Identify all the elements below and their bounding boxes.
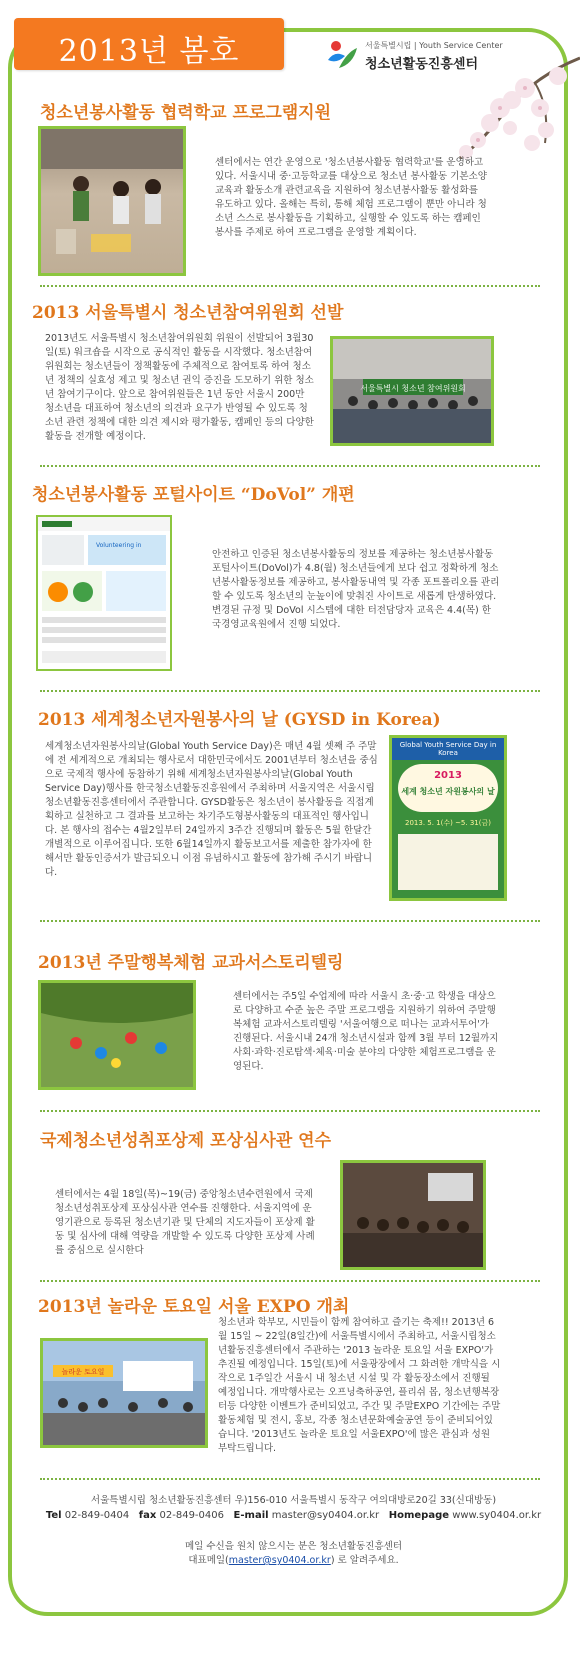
fax-value: 02-849-0406 bbox=[159, 1510, 224, 1521]
poster-gysd-year: 2013 bbox=[434, 770, 462, 781]
photo-school-program bbox=[38, 126, 186, 276]
section-title-weekend-experience: 2013년 주말행복체험 교과서스토리텔링 bbox=[38, 953, 344, 973]
section-body-weekend-experience: 센터에서는 주5일 수업제에 따라 서울시 초·중·고 학생을 대상으로 다양하고 수준 높은 주말 프로그램을 지원하기 위하여 주말행복체험 교과서스토리텔링 '서울여행으로 떠나는 교과서투어'가 진행된다. 서울시내 24개 청소년시설과 함께 3월 부터 12월까지 사회·과학·진로탐색·체육·미술 분야의 다양한 체험프로그램을 운영된다. bbox=[233, 991, 499, 1072]
section-body-expo: 청소년과 학부모, 시민들이 함께 참여하고 즐기는 축제!! 2013년 6월 15일 ~ 22일(8일간)에 서울특별시에서 주최하고, 서울시립청소년활동진흥센터에서 주관하는 '2013 놀라운 토요일 서울 EXPO'가 추진될 예정입니다. 15일(토)에 서울광장에서 그 화려한 개막식을 시작으로 1주일간 서울시 내 청소년 시설 및 각 활동장소에서 진행될 예정입니다. 개막행사로는 오프닝축하공연, 플리쉬 몹, 청소년행복장터등 다양한 이벤트가 준비되었고, 주간 및 주말EXPO 기간에는 주말활동체험 및 전시, 홍보, 각종 청소년문화예술공연 등이 준비되어있습니다. '2013년도 놀라운 토요일 서울EXPO'에 많은 관심과 성원 부탁드립니다. bbox=[218, 1317, 501, 1454]
poster-gysd bbox=[389, 735, 507, 901]
section-divider bbox=[40, 285, 540, 287]
dovol-site-label: Volunteering in bbox=[96, 542, 142, 549]
section-title-gysd: 2013 세계청소년자원봉사의 날 (GYSD in Korea) bbox=[38, 710, 441, 730]
section-divider bbox=[40, 1280, 540, 1282]
section-divider bbox=[40, 690, 540, 692]
photo-weekend-experience bbox=[38, 980, 196, 1090]
section-divider bbox=[40, 920, 540, 922]
footer-unsubscribe-line1: 메일 수신을 원치 않으시는 분은 청소년활동진흥센터 bbox=[185, 1541, 402, 1552]
org-name: 청소년활동진흥센터 bbox=[365, 57, 479, 72]
poster-gysd-dates: 2013. 5. 1(수) ~5. 31(금) bbox=[405, 819, 491, 827]
seoul-emblem-icon bbox=[325, 38, 359, 72]
org-subtitle: 서울특별시립 | Youth Service Center bbox=[365, 41, 503, 50]
section-body-youth-committee: 2013년도 서울특별시 청소년참여위원회 위원이 선발되어 3월30일(토) 워크숍을 시작으로 공식적인 활동을 시작했다. 청소년참여위원회는 청소년들이 정책활동에 주체적으로 참여토록 하여 청소년 정책의 실효성 제고 및 청소년 권익 증진을 도모하기 위한 청소년 참여기구이다. 앞으로 참여위원들은 1년 동안 서울시 200만 청소년을 대표하여 청소년의 의견과 요구가 반영될 수 있도록 청소년 관련 정책에 대한 의견 제시와 평가활동, 캠페인 등의 다양한 활동을 전개할 예정이다. bbox=[45, 333, 314, 442]
email-label: E-mail bbox=[233, 1510, 269, 1521]
unsub-pre: 대표메일( bbox=[188, 1555, 229, 1566]
section-title-dovol-portal: 청소년봉사활동 포털사이트 “DoVol” 개편 bbox=[32, 485, 355, 505]
photo-youth-committee bbox=[330, 336, 494, 446]
photo-expo bbox=[40, 1338, 208, 1448]
homepage-label: Homepage bbox=[388, 1510, 450, 1521]
footer-address: 서울특별시립 청소년활동진흥센터 우)156-010 서울특별시 동작구 여의대방로20길 33(신대방동) bbox=[90, 1495, 497, 1506]
poster-gysd-title: 세계 청소년 자원봉사의 날 bbox=[401, 787, 495, 796]
email-value[interactable]: master@sy0404.or.kr bbox=[271, 1510, 380, 1521]
homepage-link[interactable]: www.sy0404.or.kr bbox=[452, 1510, 542, 1521]
footer-contact bbox=[20, 1510, 567, 1521]
committee-banner-text: 서울특별시 청소년 참여위원회 bbox=[360, 384, 466, 393]
section-title-expo: 2013년 놀라운 토요일 서울 EXPO 개최 bbox=[38, 1297, 350, 1317]
fax-label: fax bbox=[138, 1510, 157, 1521]
section-divider bbox=[40, 1110, 540, 1112]
screenshot-dovol-site[interactable] bbox=[36, 515, 172, 671]
section-title-award-training: 국제청소년성취포상제 포상심사관 연수 bbox=[40, 1131, 332, 1151]
section-body-gysd: 세계청소년자원봉사의날(Global Youth Service Day)은 매년 4월 셋째 주 주말에 전 세계적으로 개최되는 행사로서 대한민국에서도 2001년부터 청소년을 중심으로 국제적 행사에 동참하기 위해 세계청소년자원봉사의날(Global Youth Service Day)행사를 한국청소년활동진흥원에서 주최하며 서울지역은 서울시립청소년활동진흥센터에서 주관합니다. GYSD활동은 청소년이 봉사활동을 직접계획하고 실천하고 그 결과를 보고하는 차기주도형봉사활동의 대표적인 행사입니다. 본 행사의 접수는 4월2일부터 24일까지 3주간 진행되며 활동은 5월 한달간 개별적으로 이루어집니다. 또한 6월14일까지 활동보고서를 제출한 참가자에 한해서만 활동인증서가 발급되오니 이점 유념하시고 활동에 참가해 주시기 바랍니다. bbox=[45, 741, 378, 878]
issue-badge bbox=[14, 18, 284, 70]
section-title-school-program: 청소년봉사활동 협력학교 프로그램지원 bbox=[40, 103, 332, 123]
expo-sign-text: 놀라운 토요일 bbox=[61, 1368, 105, 1376]
section-body-school-program: 센터에서는 연간 운영으로 '청소년봉사활동 협력학교'를 운영하고 있다. 서울시내 중·고등학교를 대상으로 청소년 봉사활동 기본소양교육과 활동소개 관련교육을 지원하여 청소년봉사활동 활성화를 유도하고 있다. 올해는 특히, 통해 체험 프로그램이 뿐만 아니라 청소년 스스로 봉사활동을 기획하고, 실행할 수 있도록 하는 캠페인 봉사를 주제로 하여 프로그램을 운영할 계획이다. bbox=[215, 157, 487, 238]
photo-award-training bbox=[340, 1160, 486, 1270]
section-title-youth-committee: 2013 서울특별시 청소년참여위원회 선발 bbox=[32, 303, 344, 323]
section-divider bbox=[40, 465, 540, 467]
section-body-dovol-portal: 안전하고 인증된 청소년봉사활동의 정보를 제공하는 청소년봉사활동 포털사이트(DoVol)가 4.8(월) 청소년들에게 보다 쉽고 정확하게 청소년봉사활동정보를 제공하고, 봉사활동내역 및 각종 포트폴리오를 관리할 수 있도록 청소년의 눈높이에 맞춰진 사이트로 새롭게 탄생하였다. 변경된 규정 및 DoVol 시스템에 대한 터전담당자 교육은 4.4(목) 한국경영교육원에서 진행 되었다. bbox=[212, 549, 500, 630]
tel-value: 02-849-0404 bbox=[64, 1510, 130, 1521]
tel-label: Tel bbox=[45, 1510, 62, 1521]
issue-badge-text: 2013년 봄호 bbox=[58, 34, 240, 69]
unsub-post: ) 로 알려주세요. bbox=[330, 1555, 399, 1566]
section-divider bbox=[40, 1478, 540, 1480]
section-body-award-training: 센터에서는 4월 18일(목)~19(금) 중앙청소년수련원에서 국제청소년성취포상제 포상심사관 연수를 진행한다. 서울지역에 운영기관으로 등록된 청소년기관 및 단체의 지도자들이 포상제 활동 및 심사에 대해 역량을 개발할 수 있도록 다양한 포상제 사례를 중심으로 실시한다 bbox=[55, 1189, 315, 1256]
footer-unsubscribe-line2 bbox=[20, 1552, 567, 1566]
unsubscribe-email-link[interactable]: master@sy0404.or.kr bbox=[228, 1555, 331, 1566]
poster-gysd-header: Global Youth Service Day in Korea bbox=[392, 738, 504, 760]
